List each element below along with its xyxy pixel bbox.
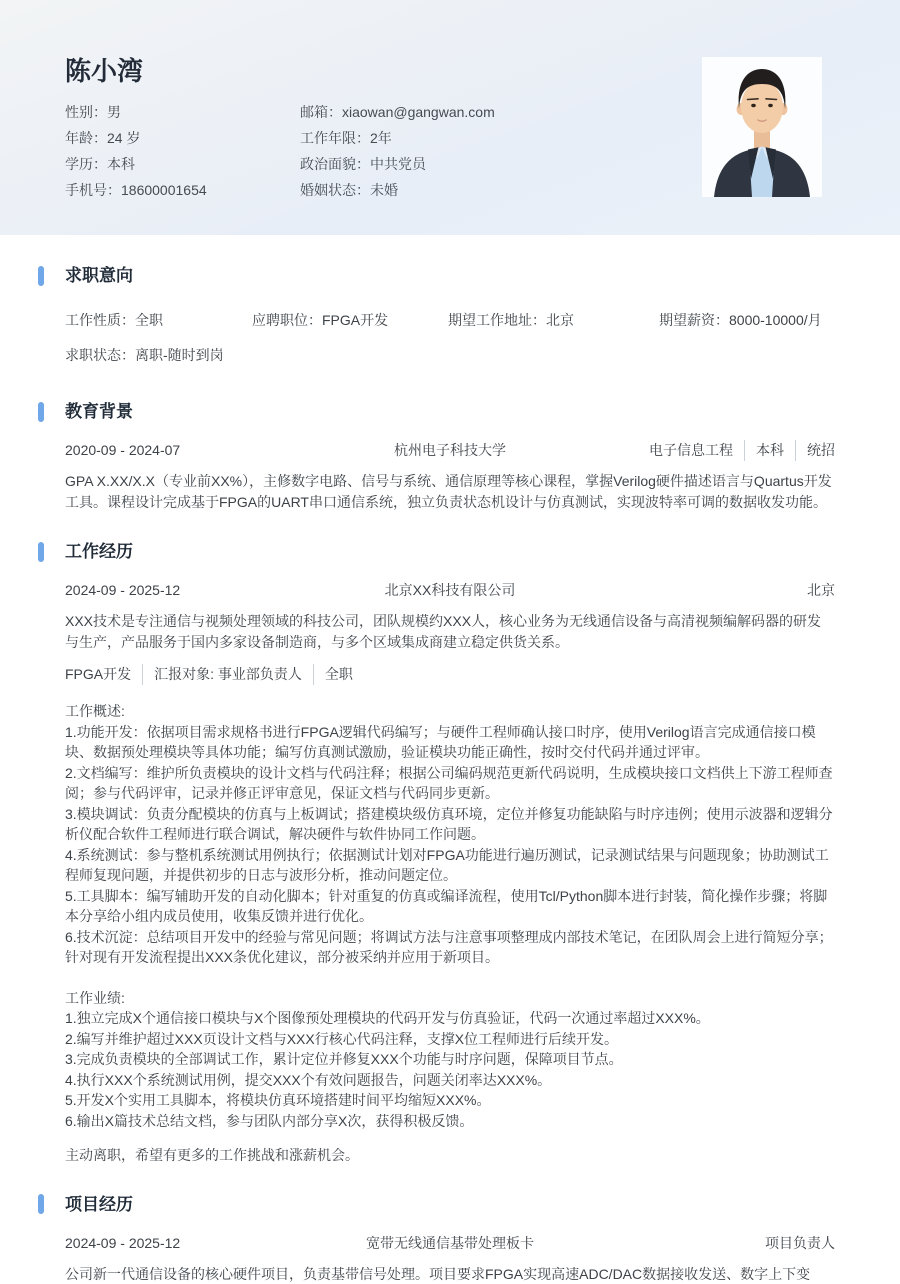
accent-bar-icon bbox=[38, 402, 44, 422]
section-title-text: 教育背景 bbox=[65, 400, 133, 423]
project-meta-row bbox=[65, 1233, 835, 1254]
achievement-item: 4.执行XXX个系统测试用例，提交XXX个有效问题报告，问题关闭率达XXX%。 bbox=[65, 1070, 835, 1091]
duty-item: 2.文档编写：维护所负责模块的设计文档与代码注释；根据公司编码规范更新代码说明，生成模块接口文档供上下游工程师查阅；参与代码评审，记录并修正评审意见，保证文档与代码同步更新。 bbox=[65, 763, 835, 804]
job-intention-fields-row1 bbox=[65, 309, 835, 331]
project-heading bbox=[38, 1193, 835, 1216]
spacer bbox=[65, 968, 835, 988]
section-title-text: 求职意向 bbox=[65, 264, 133, 287]
achievement-item: 6.输出X篇技术总结文档，参与团队内部分享X次，获得积极反馈。 bbox=[65, 1111, 835, 1132]
work-company: 北京XX科技有限公司 bbox=[385, 580, 516, 601]
field-expected-location: 期望工作地址：北京 bbox=[448, 309, 659, 331]
project-name: 宽带无线通信基带处理板卡 bbox=[366, 1233, 534, 1254]
work-achievements-label: 工作业绩: bbox=[65, 988, 835, 1009]
work-duties bbox=[65, 722, 835, 968]
work-meta-row bbox=[65, 580, 835, 601]
info-work-years: 工作年限：2年 bbox=[300, 128, 495, 148]
achievement-item: 2.编写并维护超过XXX页设计文档与XXX行核心代码注释，支撑X位工程师进行后续开发。 bbox=[65, 1029, 835, 1050]
work-period: 2024-09 - 2025-12 bbox=[65, 580, 385, 601]
personal-info-left bbox=[65, 102, 300, 206]
education-school: 杭州电子科技大学 bbox=[394, 440, 506, 461]
education-meta-row bbox=[65, 440, 835, 461]
duty-item: 4.系统测试：参与整机系统测试用例执行；依据测试计划对FPGA功能进行遍历测试，记录测试结果与问题现象；协助测试工程师复现问题，并提供初步的日志与波形分析，推动问题定位。 bbox=[65, 845, 835, 886]
field-expected-salary: 期望薪资：8000-10000/月 bbox=[659, 309, 835, 331]
duty-item: 3.模块调试：负责分配模块的仿真与上板调试；搭建模块级仿真环境，定位并修复功能缺陷与时序违例；使用示波器和逻辑分析仪配合软件工程师进行联合调试，解决硬件与软件协同工作问题。 bbox=[65, 804, 835, 845]
work-heading bbox=[38, 540, 835, 563]
candidate-name: 陈小湾 bbox=[65, 54, 835, 88]
duty-item: 6.技术沉淀：总结项目开发中的经验与常见问题；将调试方法与注意事项整理成内部技术笔记，在团队周会上进行简短分享；针对现有开发流程提出XXX条优化建议，部分被采纳并应用于新项目。 bbox=[65, 927, 835, 968]
section-job-intention bbox=[0, 264, 900, 366]
work-role-line bbox=[65, 664, 835, 685]
field-job-nature: 工作性质：全职 bbox=[65, 309, 252, 331]
section-title-text: 工作经历 bbox=[65, 540, 133, 563]
info-marital-status: 婚姻状态：未婚 bbox=[300, 180, 495, 200]
project-description: 公司新一代通信设备的核心硬件项目，负责基带信号处理。项目要求FPGA实现高速ADC/DAC数据接收发送、数字上下变 bbox=[65, 1264, 835, 1284]
field-job-status: 求职状态：离职-随时到岗 bbox=[65, 344, 835, 366]
job-intention-heading bbox=[38, 264, 835, 287]
duty-item: 5.工具脚本：编写辅助开发的自动化脚本；针对重复的仿真或编译流程，使用Tcl/Python脚本进行封装，简化操作步骤；将脚本分享给小组内成员使用，收集反馈并进行优化。 bbox=[65, 886, 835, 927]
info-gender: 性别：男 bbox=[65, 102, 300, 122]
section-education bbox=[0, 400, 900, 512]
achievement-item: 5.开发X个实用工具脚本，将模块仿真环境搭建时间平均缩短XXX%。 bbox=[65, 1090, 835, 1111]
work-job-type: 全职 bbox=[313, 664, 353, 685]
education-major: 电子信息工程 bbox=[649, 440, 733, 461]
duty-item: 1.功能开发：依据项目需求规格书进行FPGA逻辑代码编写；与硬件工程师确认接口时序，使用Verilog语言完成通信接口模块、数据预处理模块等具体功能；编写仿真测试激励，验证模块功能正确性，按时交付代码并通过评审。 bbox=[65, 722, 835, 763]
profile-photo bbox=[702, 57, 822, 197]
education-description: GPA X.XX/X.X（专业前XX%），主修数字电路、信号与系统、通信原理等核心课程，掌握Verilog硬件描述语言与Quartus开发工具。课程设计完成基于FPGA的UART串口通信系统，独立负责状态机设计与仿真测试，实现波特率可调的数据收发功能。 bbox=[65, 471, 835, 512]
work-role: FPGA开发 bbox=[65, 664, 131, 685]
profile-photo-illustration bbox=[702, 57, 822, 197]
education-degree-info bbox=[506, 440, 835, 461]
education-heading bbox=[38, 400, 835, 423]
resume-header bbox=[0, 0, 900, 235]
info-education: 学历：本科 bbox=[65, 154, 300, 174]
education-degree: 本科 bbox=[744, 440, 784, 461]
info-email: 邮箱：xiaowan@gangwan.com bbox=[300, 102, 495, 122]
info-political-status: 政治面貌：中共党员 bbox=[300, 154, 495, 174]
section-work-experience bbox=[0, 540, 900, 1166]
project-period: 2024-09 - 2025-12 bbox=[65, 1233, 366, 1254]
project-role: 项目负责人 bbox=[534, 1233, 835, 1254]
accent-bar-icon bbox=[38, 1194, 44, 1214]
leave-reason: 主动离职，希望有更多的工作挑战和涨薪机会。 bbox=[65, 1145, 835, 1166]
section-project-experience bbox=[0, 1193, 900, 1284]
work-location: 北京 bbox=[515, 580, 835, 601]
work-report-to: 汇报对象: 事业部负责人 bbox=[142, 664, 302, 685]
info-phone: 手机号：18600001654 bbox=[65, 180, 300, 200]
work-achievements bbox=[65, 1008, 835, 1131]
personal-info-right bbox=[300, 102, 495, 206]
accent-bar-icon bbox=[38, 266, 44, 286]
education-enroll-type: 统招 bbox=[795, 440, 835, 461]
accent-bar-icon bbox=[38, 542, 44, 562]
achievement-item: 1.独立完成X个通信接口模块与X个图像预处理模块的代码开发与仿真验证，代码一次通过率超过XXX%。 bbox=[65, 1008, 835, 1029]
section-title-text: 项目经历 bbox=[65, 1193, 133, 1216]
education-period: 2020-09 - 2024-07 bbox=[65, 440, 394, 461]
info-age: 年龄：24 岁 bbox=[65, 128, 300, 148]
achievement-item: 3.完成负责模块的全部调试工作，累计定位并修复XXX个功能与时序问题，保障项目节点。 bbox=[65, 1049, 835, 1070]
company-intro: XXX技术是专注通信与视频处理领域的科技公司，团队规模约XXX人，核心业务为无线通信设备与高清视频编解码器的研发与生产，产品服务于国内多家设备制造商，与多个区域集成商建立稳定供货关系。 bbox=[65, 611, 835, 652]
work-overview-label: 工作概述: bbox=[65, 701, 835, 722]
field-target-position: 应聘职位：FPGA开发 bbox=[252, 309, 448, 331]
